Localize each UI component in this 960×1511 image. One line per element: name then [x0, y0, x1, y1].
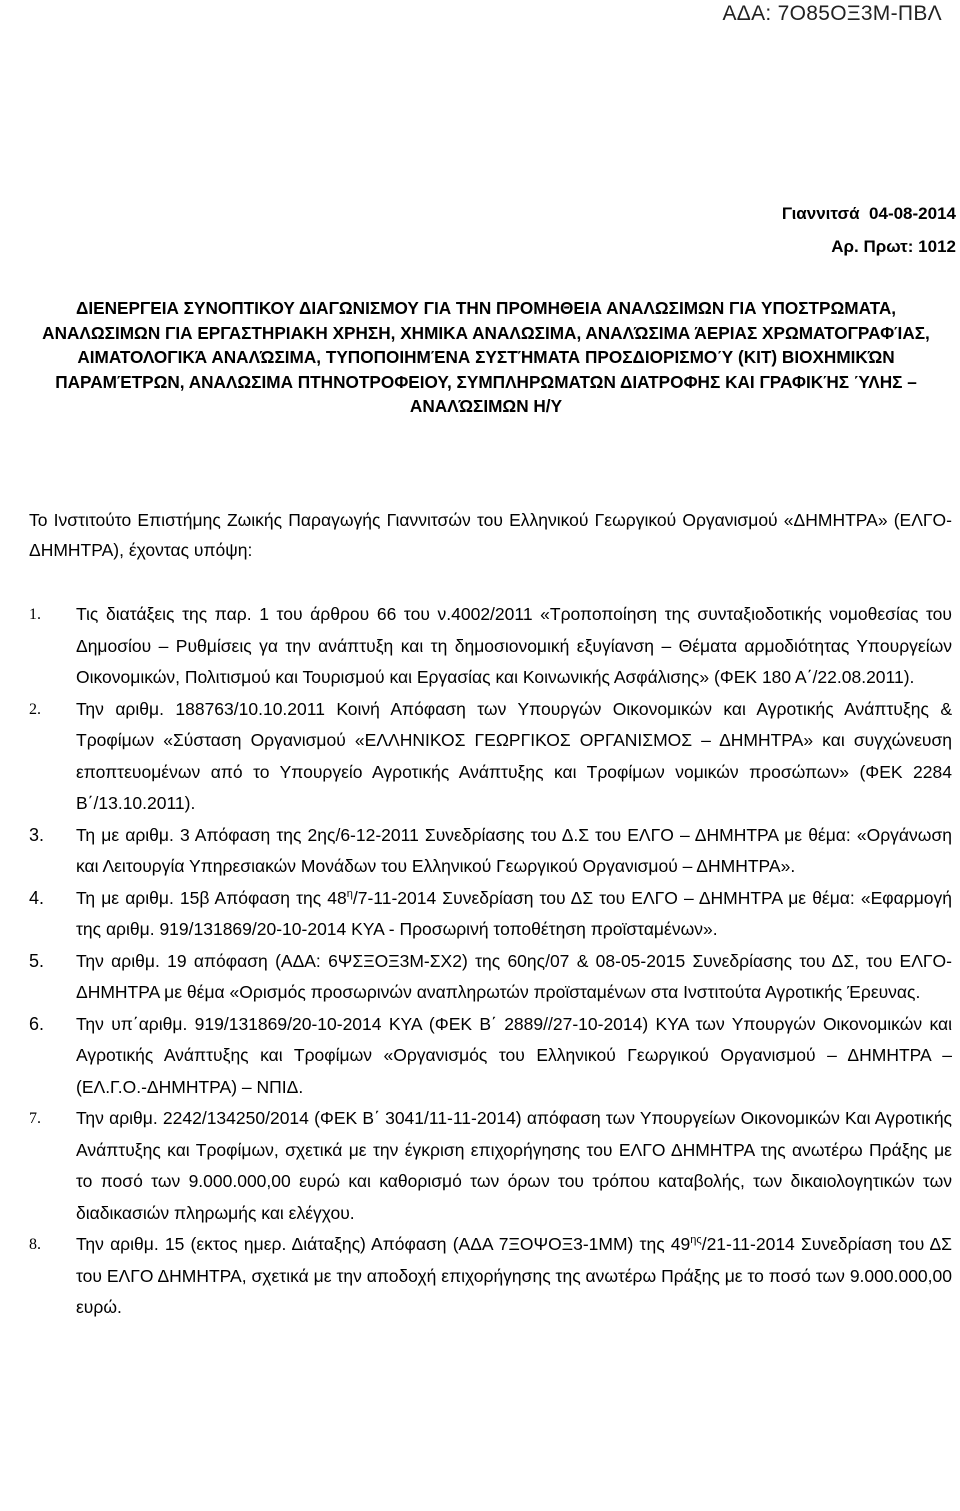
- list-item: [29, 883, 952, 946]
- list-item-text: Την αριθμ. 15 (εκτος ημερ. Διάταξης) Απόφαση (ΑΔΑ 7ΞΟΨΟΞ3-1ΜΜ) της $49^{\eta\varsigma}/21-11-2014$ Συνεδρίαση του ΔΣ του ΕΛΓΟ ΔΗΜΗΤΡΑ, σχετικά με την αποδοχή επιχορήγησης της ανωτέρω Πράξης με το ποσό των 9.000.000,00 ευρώ.: [76, 1234, 952, 1317]
- list-item: [29, 946, 952, 1009]
- protocol-value: 1012: [918, 237, 956, 256]
- list-item-text: Την αριθμ. 19 απόφαση (ΑΔΑ: 6ΨΣΞΟΞ3Μ-ΣΧ2) της 60ης/07 & 08-05-2015 Συνεδρίασης του ΔΣ, του ΕΛΓΟ-ΔΗΜΗΤΡΑ με θέμα «Ορισμός προσωρινών αναπληρωτών προϊσταμένων στα Ινστιτούτα Αγροτικής Έρευνας.: [76, 950, 952, 1002]
- protocol-label: Αρ. Πρωτ:: [831, 237, 914, 256]
- list-item: [29, 1229, 952, 1324]
- list-item-number: 2.: [29, 700, 41, 718]
- intro-paragraph: Το Ινστιτούτο Επιστήμης Ζωικής Παραγωγής Γιαννιτσών του Ελληνικού Γεωργικού Οργανισμού «ΔΗΜΗΤΡΑ» (ΕΛΓΟ-ΔΗΜΗΤΡΑ), έχοντας υπόψη:: [29, 510, 952, 560]
- list-item: [29, 694, 952, 820]
- list-item-text: Την αριθμ. 188763/10.10.2011 Κοινή Απόφαση των Υπουργών Οικονομικών και Αγροτικής Ανάπτυξης & Τροφίμων «Σύσταση Οργανισμού «ΕΛΛΗΝΙΚΟΣ ΓΕΩΡΓΙΚΟΣ ΟΡΓΑΝΙΣΜΟΣ – ΔΗΜΗΤΡΑ» και συγχώνευση εποπτευομένων από το Υπουργείο Αγροτικής Ανάπτυξης και Τροφίμων νομικών προσώπων» (ΦΕΚ 2284 Β΄/13.10.2011).: [76, 698, 952, 813]
- list-item-text: Τις διατάξεις της παρ. 1 του άρθρου 66 του ν.4002/2011 «Τροποποίηση της συνταξιοδοτικής νομοθεσίας του Δημοσίου – Ρυθμίσεις γα την ανάπτυξη και τη δημοσιονομική εξυγίανση – Θέματα αρμοδιότητας Υπουργείων Οικονομικών, Πολιτισμού και Τουρισμού και Εργασίας και Κοινωνικής Ασφάλισης» (ΦΕΚ 180 Α΄/22.08.2011).: [76, 604, 952, 687]
- list-item-number: 7.: [29, 1110, 41, 1127]
- ada-code: ΑΔΑ: 7Ο85ΟΞ3Μ-ΠΒΛ: [722, 2, 942, 25]
- date-label: Γιαννιτσά: [781, 204, 860, 223]
- protocol-number: [831, 237, 956, 257]
- list-item-number: 8.: [29, 1236, 41, 1253]
- list-item: [29, 1009, 952, 1104]
- list-item-number: 6.: [29, 1013, 45, 1034]
- list-item: [29, 1103, 952, 1229]
- list-item: [29, 599, 952, 694]
- list-item-text: Την αριθμ. 2242/134250/2014 (ΦΕΚ Β΄ 3041/11-11-2014) απόφαση των Υπουργείων Οικονομικών Και Αγροτικής Ανάπτυξης και Τροφίμων, σχετικά με την έγκριση επιχορήγησης του ΕΛΓΟ ΔΗΜΗΤΡΑ της ανωτέρω Πράξης με το ποσό των 9.000.000,00 ευρώ και καθορισμό των όρων του τρόπου καταβολής, των δικαιολογητικών των διαδικασιών πληρωμής και ελέγχου.: [76, 1108, 952, 1223]
- document-date: [782, 204, 956, 224]
- document-title: ΔΙΕΝΕΡΓΕΙΑ ΣΥΝΟΠΤΙΚΟΥ ΔΙΑΓΩΝΙΣΜΟΥ ΓΙΑ ΤΗΝ ΠΡΟΜΗΘΕΙΑ ΑΝΑΛΩΣΙΜΩΝ ΓΙΑ ΥΠΟΣΤΡΩΜΑΤΑ, ΑΝΑΛΩΣΙΜΩΝ ΓΙΑ ΕΡΓΑΣΤΗΡΙΑΚΗ ΧΡΗΣΗ, ΧΗΜΙΚΑ ΑΝΑΛΩΣΙΜΑ, ΑΝΑΛΏΣΙΜΑ ΆΕΡΙΑΣ ΧΡΩΜΑΤΟΓΡΑΦΊΑΣ, ΑΙΜΑΤΟΛΟΓΙΚΆ ΑΝΑΛΏΣΙΜΑ, ΤΥΠΟΠΟΙΗΜΈΝΑ ΣΥΣΤΉΜΑΤΑ ΠΡΟΣΔΙΟΡΙΣΜΟΎ (KIT) ΒΙΟΧΗΜΙΚΏΝ ΠΑΡΑΜΈΤΡΩΝ, ΑΝΑΛΩΣΙΜΑ ΠΤΗΝΟΤΡΟΦΕΙΟΥ, ΣΥΜΠΛΗΡΩΜΑΤΩΝ ΔΙΑΤΡΟΦΗΣ ΚΑΙ ΓΡΑΦΙΚΉΣ ΎΛΗΣ – ΑΝΑΛΏΣΙΜΩΝ Η/Υ: [42, 298, 930, 416]
- date-value: 04-08-2014: [869, 204, 956, 223]
- list-item-number: 5.: [29, 950, 45, 971]
- list-item-text: Τη με αριθμ. 3 Απόφαση της 2ης/6-12-2011 Συνεδρίασης του Δ.Σ του ΕΛΓΟ – ΔΗΜΗΤΡΑ με θέμα: «Οργάνωση και Λειτουργία Υπηρεσιακών Μονάδων του Ελληνικού Γεωργικού Οργανισμού – ΔΗΜΗΤΡΑ».: [76, 824, 952, 876]
- list-item-number: 3.: [29, 824, 45, 845]
- list-item-number: 1.: [29, 606, 41, 623]
- list-item-text: Τη με αριθμ. 15β Απόφαση της $48^\eta/7-11-2014$ Συνεδρίαση του ΔΣ του ΕΛΓΟ – ΔΗΜΗΤΡΑ με θέμα: «Εφαρμογή της αριθμ. 919/131869/20-10-2014 ΚΥΑ - Προσωρινή τοποθέτηση προϊσταμένων».: [76, 887, 952, 939]
- considerations-list: [29, 599, 952, 1324]
- list-item-text: Την υπ΄αριθμ. 919/131869/20-10-2014 ΚΥΑ (ΦΕΚ Β΄ 2889//27-10-2014) ΚΥΑ των Υπουργών Οικονομικών και Αγροτικής Ανάπτυξης και Τροφίμων «Οργανισμός του Ελληνικού Γεωργικού Οργανισμού – ΔΗΜΗΤΡΑ – (ΕΛ.Γ.Ο.-ΔΗΜΗΤΡΑ) – ΝΠΙΔ.: [76, 1013, 952, 1097]
- list-item-number: 4.: [29, 887, 45, 908]
- list-item: [29, 820, 952, 883]
